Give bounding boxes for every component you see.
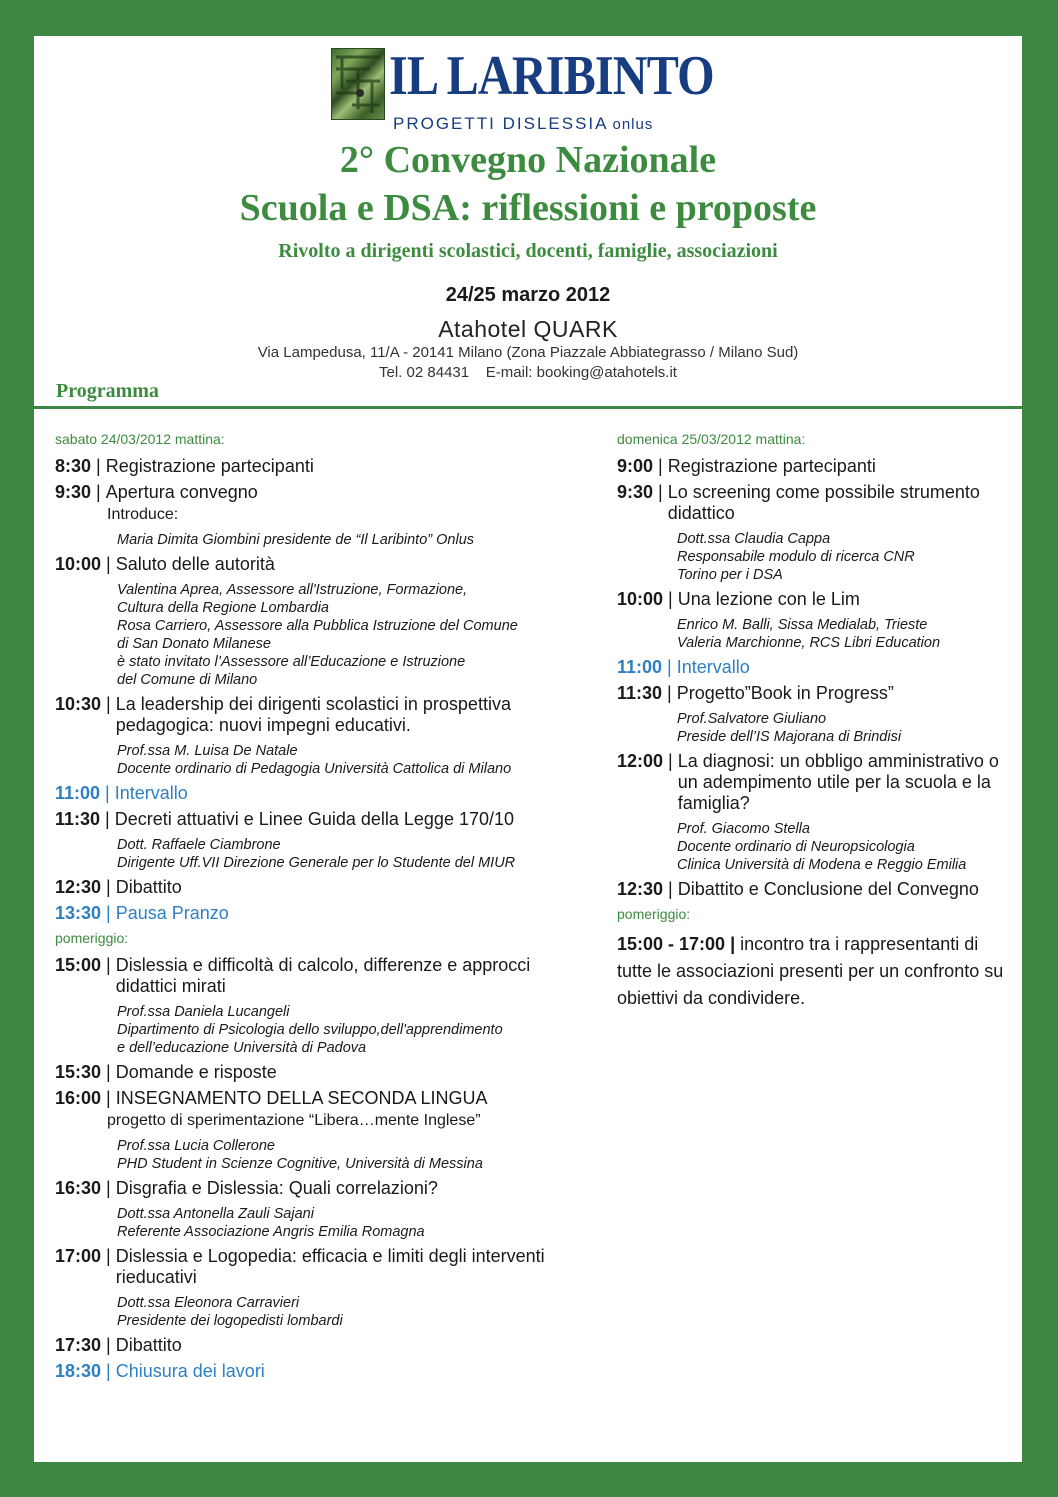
schedule-title: Decreti attuativi e Linee Guida della Legge 170/10 [114, 809, 515, 829]
schedule-time: 8:30 [55, 456, 92, 476]
schedule-item [55, 1335, 595, 1356]
schedule-separator: | [663, 589, 678, 609]
schedule-title: Intervallo [114, 783, 188, 803]
schedule-title: Lo screening come possibile strumento didattico [667, 482, 980, 523]
associations-meeting [617, 931, 1017, 1012]
schedule-item [55, 554, 595, 689]
schedule-item-header [55, 694, 595, 736]
schedule-item [55, 694, 595, 778]
schedule-separator: | [91, 456, 106, 476]
conference-title-line1: 2° Convegno Nazionale [339, 139, 717, 181]
schedule-title: Registrazione partecipanti [105, 456, 314, 476]
speaker-details: Prof.ssa M. Luisa De Natale Docente ordinario di Pedagogia Università Cattolica di Milano [117, 743, 512, 777]
conference-subtitle: Rivolto a dirigenti scolastici, docenti, famiglie, associazioni [278, 240, 778, 262]
venue-contacts: Tel. 02 84431 E-mail: booking@atahotels.it [379, 364, 677, 381]
schedule-item-header [617, 482, 1017, 524]
schedule-time: 15:00 [55, 955, 102, 975]
speaker-details: Prof. Giacomo Stella Docente ordinario di Neuropsicologia Clinica Università di Modena e Reggio Emilia [677, 821, 967, 873]
schedule-time: 18:30 [55, 1361, 102, 1381]
schedule-separator: | [101, 1062, 116, 1082]
schedule-separator: | [101, 877, 116, 897]
schedule-item-header [617, 683, 1017, 704]
schedule-time: 12:00 [617, 751, 664, 771]
speaker-details: Enrico M. Balli, Sissa Medialab, Trieste Valeria Marchionne, RCS Libri Education [677, 617, 941, 651]
schedule-time: 12:30 [617, 879, 664, 899]
schedule-time: 10:00 [617, 589, 664, 609]
schedule-item-header [55, 1062, 595, 1083]
schedule-separator: | [653, 456, 668, 476]
schedule-item-header [55, 1088, 595, 1109]
schedule-title: Dislessia e Logopedia: efficacia e limiti degli interventi rieducativi [115, 1246, 545, 1287]
page-sheet [34, 36, 1022, 1462]
schedule-item [617, 589, 1017, 652]
schedule-separator: | [101, 554, 116, 574]
schedule-separator: | [663, 751, 678, 771]
maze-image [331, 48, 385, 120]
schedule-item-header [617, 456, 1017, 477]
speaker-details: Dott.ssa Claudia Cappa Responsabile modulo di ricerca CNR Torino per i DSA [677, 531, 915, 583]
schedule-time: 11:30 [617, 683, 663, 703]
schedule-item-header [617, 879, 1017, 900]
schedule-separator: | [101, 903, 116, 923]
schedule-title: Dibattito [115, 1335, 182, 1355]
logo-title: IL LARIBINTO [389, 45, 714, 107]
logo-subtitle [393, 114, 653, 134]
schedule-title: Saluto delle autorità [115, 554, 275, 574]
speaker-details: Prof.Salvatore Giuliano Preside dell’IS Majorana di Brindisi [677, 711, 902, 745]
schedule-title: Intervallo [676, 657, 750, 677]
schedule-item [55, 1062, 595, 1083]
schedule-time: 9:00 [617, 456, 654, 476]
schedule-item [617, 751, 1017, 874]
venue-name: Atahotel QUARK [438, 316, 618, 342]
schedule-item-header [55, 1246, 595, 1288]
schedule-title: Chiusura dei lavori [115, 1361, 265, 1381]
schedule-item [55, 1361, 595, 1382]
schedule-item-header [617, 589, 1017, 610]
schedule-title: Domande e risposte [115, 1062, 277, 1082]
schedule-separator: | [653, 482, 668, 502]
schedule-time: 11:00 [55, 783, 101, 803]
schedule-title: INSEGNAMENTO DELLA SECONDA LINGUA [115, 1088, 488, 1108]
schedule-item-header [55, 877, 595, 898]
schedule-item [617, 879, 1017, 900]
schedule-item [55, 456, 595, 477]
conference-title-line2: Scuola e DSA: riflessioni e proposte [239, 187, 817, 229]
schedule-item [55, 1246, 595, 1330]
schedule-separator: | [662, 683, 677, 703]
sunday-program [617, 430, 1017, 1012]
section-sunday-morning: domenica 25/03/2012 mattina: [617, 431, 806, 447]
schedule-item [55, 783, 595, 804]
schedule-item [55, 482, 595, 549]
schedule-item-header [55, 783, 595, 804]
schedule-time: 10:30 [55, 694, 102, 714]
schedule-title: Disgrafia e Dislessia: Quali correlazioni? [115, 1178, 438, 1198]
schedule-item [55, 955, 595, 1057]
schedule-item [55, 877, 595, 898]
schedule-title: Dibattito [115, 877, 182, 897]
schedule-title: Progetto”Book in Progress” [676, 683, 894, 703]
schedule-item-header [55, 903, 595, 924]
venue-address: Via Lampedusa, 11/A - 20141 Milano (Zona Piazzale Abbiategrasso / Milano Sud) [257, 344, 799, 361]
schedule-title: Dislessia e difficoltà di calcolo, differenze e approcci didattici mirati [115, 955, 531, 996]
schedule-separator: | [101, 1246, 116, 1266]
schedule-note: Introduce: [107, 506, 179, 523]
schedule-item [617, 456, 1017, 477]
associations-meeting-text: incontro tra i rappresentanti di tutte le associazioni presenti per un confronto su obiettivi da condividere. [617, 934, 1004, 1008]
section-saturday-afternoon: pomeriggio: [55, 930, 129, 946]
schedule-item-header [617, 657, 1017, 678]
schedule-time: 11:00 [617, 657, 663, 677]
associations-meeting-time: 15:00 - 17:00 | [617, 934, 736, 954]
schedule-time: 17:30 [55, 1335, 102, 1355]
schedule-time: 16:00 [55, 1088, 102, 1108]
schedule-separator: | [91, 482, 106, 502]
schedule-separator: | [101, 1088, 116, 1108]
schedule-note: progetto di sperimentazione “Libera…mente Inglese” [107, 1112, 481, 1129]
schedule-title: Registrazione partecipanti [667, 456, 876, 476]
schedule-separator: | [100, 809, 115, 829]
schedule-separator: | [101, 1178, 116, 1198]
schedule-item-header [617, 751, 1017, 814]
schedule-separator: | [663, 879, 678, 899]
speaker-details: Prof.ssa Daniela Lucangeli Dipartimento di Psicologia dello sviluppo,dell'apprendimento e dell’educazione Università di Padova [117, 1004, 503, 1056]
schedule-time: 11:30 [55, 809, 101, 829]
schedule-separator: | [101, 694, 116, 714]
schedule-item [55, 903, 595, 924]
speaker-details: Maria Dimita Giombini presidente de “Il Laribinto” Onlus [117, 532, 475, 548]
schedule-item [617, 683, 1017, 746]
schedule-separator: | [101, 1335, 116, 1355]
section-sunday-afternoon: pomeriggio: [617, 906, 691, 922]
schedule-item-header [55, 1335, 595, 1356]
schedule-item-header [55, 482, 595, 503]
schedule-time: 17:00 [55, 1246, 102, 1266]
schedule-time: 16:30 [55, 1178, 102, 1198]
schedule-item [55, 1088, 595, 1173]
schedule-separator: | [101, 955, 116, 975]
schedule-item [617, 657, 1017, 678]
schedule-title: Una lezione con le Lim [677, 589, 860, 609]
schedule-title: Dibattito e Conclusione del Convegno [677, 879, 979, 899]
speaker-details: Valentina Aprea, Assessore all'Istruzione, Formazione, Cultura della Regione Lombardia Rosa Carriero, Assessore alla Pubblica Istruzione del Comune di San Donato Milanese è stato invitato l’Assessore all’Educazione e Istruzione del Comune di Milano [117, 582, 518, 688]
schedule-title: La diagnosi: un obbligo amministrativo o un adempimento utile per la scuola e la famiglia? [677, 751, 999, 813]
schedule-time: 12:30 [55, 877, 102, 897]
speaker-details: Dott.ssa Eleonora Carravieri Presidente dei logopedisti lombardi [117, 1295, 343, 1329]
schedule-item [55, 809, 595, 872]
schedule-time: 15:30 [55, 1062, 102, 1082]
schedule-time: 9:30 [55, 482, 92, 502]
section-saturday-morning: sabato 24/03/2012 mattina: [55, 431, 225, 447]
speaker-details: Prof.ssa Lucia Collerone PHD Student in Scienze Cognitive, Università di Messina [117, 1138, 483, 1172]
programma-heading: Programma [56, 380, 159, 402]
schedule-item-header [55, 1361, 595, 1382]
schedule-time: 13:30 [55, 903, 102, 923]
schedule-separator: | [100, 783, 115, 803]
speaker-details: Dott.ssa Antonella Zauli Sajani Referente Associazione Angris Emilia Romagna [117, 1206, 425, 1240]
schedule-item-header [55, 1178, 595, 1199]
schedule-item [617, 482, 1017, 584]
conference-date: 24/25 marzo 2012 [445, 284, 611, 306]
schedule-item-header [55, 456, 595, 477]
schedule-time: 9:30 [617, 482, 654, 502]
schedule-title: Pausa Pranzo [115, 903, 229, 923]
schedule-item-header [55, 809, 595, 830]
schedule-title: Apertura convegno [105, 482, 258, 502]
schedule-separator: | [101, 1361, 116, 1381]
schedule-item-header [55, 955, 595, 997]
schedule-separator: | [662, 657, 677, 677]
speaker-details: Dott. Raffaele Ciambrone Dirigente Uff.VII Direzione Generale per lo Studente del MIUR [117, 837, 516, 871]
laribinto-logo [331, 45, 731, 133]
schedule-item [55, 1178, 595, 1241]
divider-rule [34, 406, 1022, 409]
logo-subtitle-text: PROGETTI DISLESSIA [393, 114, 609, 133]
schedule-time: 10:00 [55, 554, 102, 574]
logo-onlus: onlus [612, 116, 654, 133]
schedule-title: La leadership dei dirigenti scolastici in prospettiva pedagogica: nuovi impegni educativi. [115, 694, 511, 735]
saturday-program [55, 430, 595, 1387]
schedule-item-header [55, 554, 595, 575]
